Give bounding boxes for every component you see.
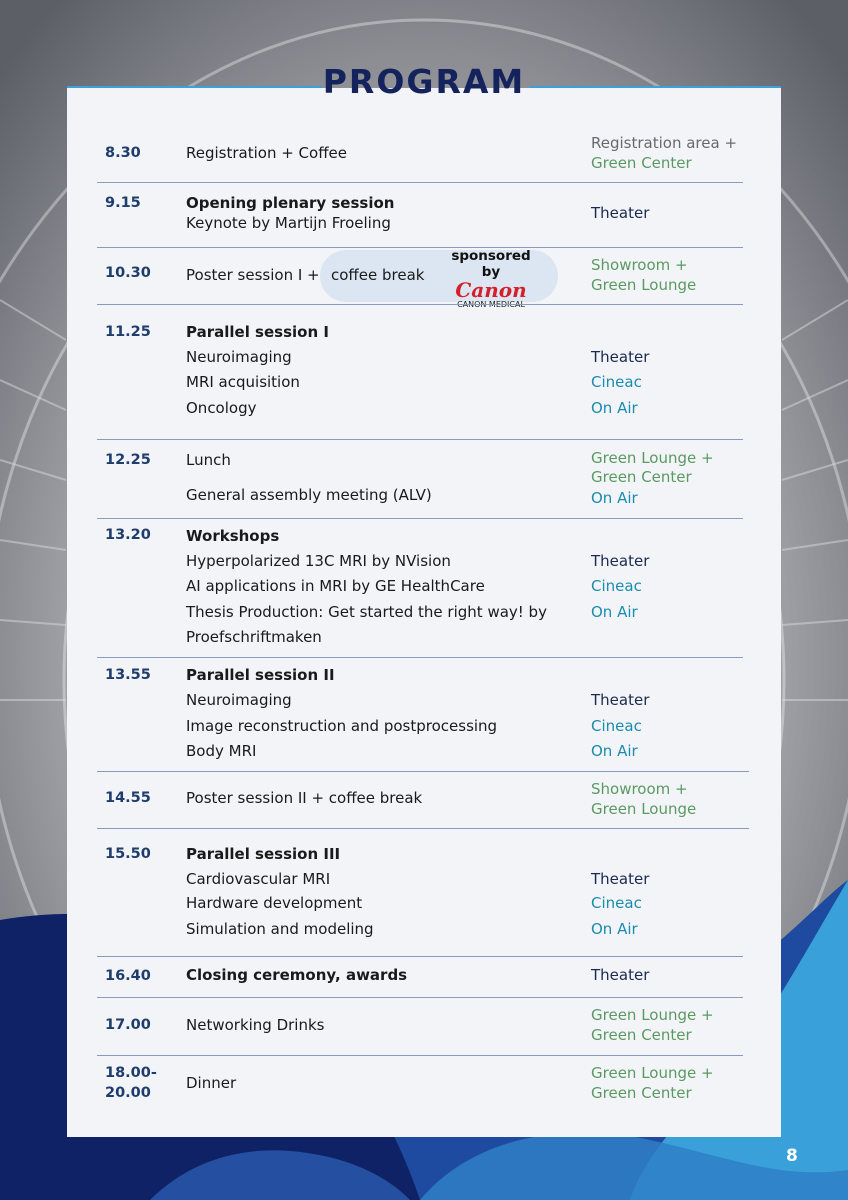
row-item: Parallel session III [186, 845, 341, 863]
row-item: Keynote by Martijn Froeling [186, 214, 391, 232]
row-location: Registration area + [591, 134, 738, 152]
row-time: 15.50 [105, 846, 151, 862]
row-time: 12.25 [105, 452, 151, 468]
row-item: Lunch [186, 451, 231, 469]
row-location: On Air [591, 603, 638, 621]
row-item: Hyperpolarized 13C MRI by NVision [186, 552, 451, 570]
row-item: Parallel session I [186, 323, 329, 341]
row-divider [97, 1055, 743, 1056]
row-location: Cineac [591, 577, 642, 595]
row-time: 16.40 [105, 968, 151, 984]
row-item: Poster session II + coffee break [186, 789, 423, 807]
row-location: On Air [591, 489, 638, 507]
page-number: 8 [786, 1146, 798, 1166]
row-location: Theater [591, 348, 650, 366]
row-location: Green Lounge [591, 276, 697, 294]
row-location: Cineac [591, 894, 642, 912]
row-time: 13.20 [105, 527, 151, 543]
row-item: Image reconstruction and postprocessing [186, 717, 498, 735]
row-divider [97, 518, 743, 519]
page-title: PROGRAM [322, 62, 526, 101]
row-divider [97, 771, 749, 772]
row-divider [97, 657, 743, 658]
row-item: Opening plenary session [186, 194, 395, 212]
row-divider [97, 828, 749, 829]
row-item: General assembly meeting (ALV) [186, 486, 432, 504]
row-time: 8.30 [105, 145, 141, 161]
row-time: 17.00 [105, 1017, 151, 1033]
row-item: Proefschriftmaken [186, 628, 322, 646]
row-location: Green Center [591, 1026, 692, 1044]
row-time: 14.55 [105, 790, 151, 806]
canon-logo: Canon [455, 278, 527, 302]
row-location: Theater [591, 966, 650, 984]
row-item: Thesis Production: Get started the right way! by [186, 603, 547, 621]
row-location: Showroom + [591, 256, 688, 274]
row-item: Networking Drinks [186, 1016, 325, 1034]
row-time: 18.00- [105, 1065, 157, 1081]
row-location: On Air [591, 742, 638, 760]
row-item: Closing ceremony, awards [186, 966, 408, 984]
row-location: Theater [591, 870, 650, 888]
row-location: On Air [591, 920, 638, 938]
row-item: Parallel session II [186, 666, 335, 684]
row-location: Green Lounge [591, 800, 697, 818]
row-item: Body MRI [186, 742, 257, 760]
row-divider [97, 956, 743, 957]
row-divider [97, 182, 743, 183]
row-location: Cineac [591, 373, 642, 391]
sponsor-label: sponsored by [451, 248, 531, 280]
row-time: 10.30 [105, 265, 151, 281]
row-item: Cardiovascular MRI [186, 870, 331, 888]
row-item: MRI acquisition [186, 373, 300, 391]
row-item: Dinner [186, 1074, 237, 1092]
row-item: Simulation and modeling [186, 920, 374, 938]
row-location: Theater [591, 552, 650, 570]
row-location: Green Center [591, 468, 692, 486]
row-item: Neuroimaging [186, 691, 292, 709]
row-time: 11.25 [105, 324, 151, 340]
row-location: Cineac [591, 717, 642, 735]
row-location: Green Lounge + [591, 449, 714, 467]
row-time: 13.55 [105, 667, 151, 683]
row-item: Hardware development [186, 894, 363, 912]
row-divider [97, 439, 743, 440]
row-location: Theater [591, 204, 650, 222]
row-item: coffee break [331, 266, 425, 284]
row-location: Green Lounge + [591, 1064, 714, 1082]
row-item: Workshops [186, 527, 280, 545]
row-location: Green Lounge + [591, 1006, 714, 1024]
row-item: Oncology [186, 399, 257, 417]
row-item: Neuroimaging [186, 348, 292, 366]
row-location: Green Center [591, 154, 692, 172]
row-divider [97, 247, 743, 248]
row-divider [97, 997, 743, 998]
row-location: Theater [591, 691, 650, 709]
row-location: Green Center [591, 1084, 692, 1102]
row-item: Registration + Coffee [186, 144, 348, 162]
row-item: AI applications in MRI by GE HealthCare [186, 577, 485, 595]
row-location: Showroom + [591, 780, 688, 798]
row-time: 20.00 [105, 1085, 151, 1101]
row-location: On Air [591, 399, 638, 417]
row-divider [97, 304, 743, 305]
row-item: Poster session I + [186, 266, 320, 284]
sponsor-block [441, 248, 541, 310]
row-time: 9.15 [105, 195, 141, 211]
